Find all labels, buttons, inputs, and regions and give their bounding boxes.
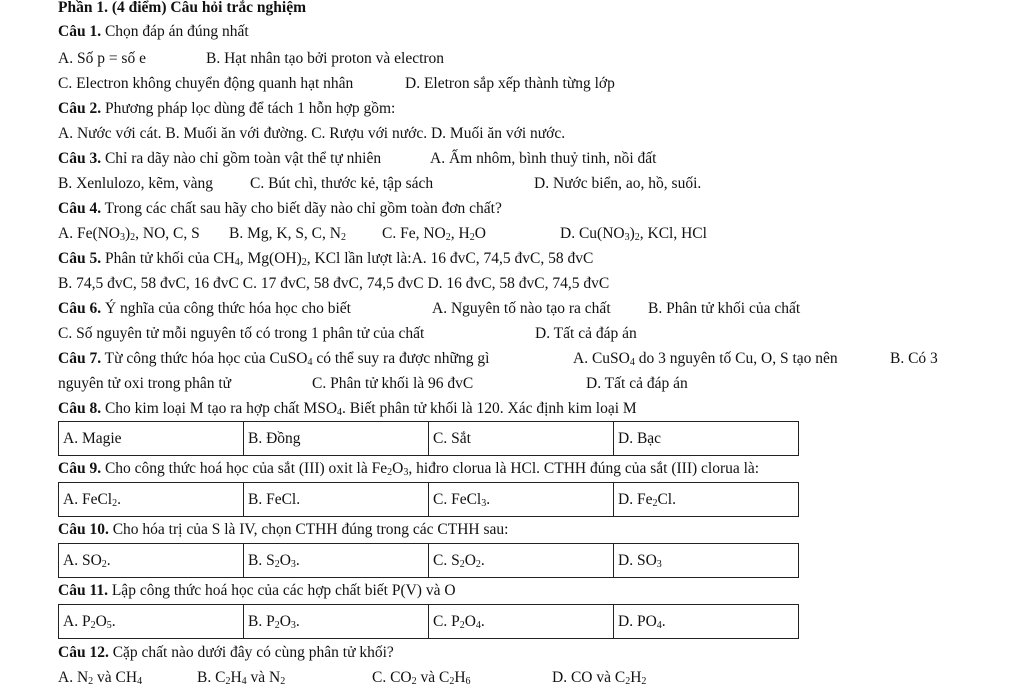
- q12-option-d[interactable]: D. CO và $C_2H_2$: [552, 669, 647, 687]
- q12-option-c[interactable]: C. $CO_2$ và $C_2H_6$: [372, 669, 471, 687]
- question-12: [58, 643, 394, 663]
- question-text: Ý nghĩa của công thức hóa học cho biết: [101, 300, 351, 317]
- question-label: Câu 5.: [58, 250, 102, 267]
- question-text: Cho kim loại M tạo ra hợp chất $MSO_4$. Biết phân tử khối là 120. Xác định kim loại M: [101, 400, 637, 418]
- question-text: Cho hóa trị của S là IV, chọn CTHH đúng trong các CTHH sau:: [108, 521, 509, 538]
- q7-option-d[interactable]: D. Tất cả đáp án: [586, 375, 688, 392]
- q11-options-table: [58, 604, 799, 639]
- q6-option-d[interactable]: D. Tất cả đáp án: [535, 325, 637, 342]
- q8-option-b[interactable]: B. Đồng: [244, 422, 429, 456]
- question-label: Câu 1.: [58, 23, 102, 40]
- question-5: [58, 249, 593, 269]
- q3-option-a[interactable]: A. Ấm nhôm, bình thuỷ tinh, nồi đất: [430, 150, 657, 167]
- q7-option-a[interactable]: A. CuSO$_4$ do 3 nguyên tố Cu, O, S tạo nên: [573, 350, 838, 368]
- question-7: [58, 349, 489, 369]
- q8-option-a[interactable]: A. Magie: [59, 422, 244, 456]
- q3-option-c[interactable]: C. Bút chì, thước kẻ, tập sách: [250, 175, 434, 192]
- q9-option-d[interactable]: D. $Fe_2Cl$.: [614, 483, 799, 517]
- question-text: Phương pháp lọc dùng để tách 1 hỗn hợp gồm:: [101, 100, 396, 117]
- q7-option-c[interactable]: C. Phân tử khối là 96 đvC: [312, 375, 474, 392]
- question-10: [58, 520, 508, 540]
- q4-option-c[interactable]: C. Fe, $NO_2$, $H_2O$: [382, 225, 486, 243]
- question-label: Câu 2.: [58, 100, 102, 117]
- q11-option-c[interactable]: C. $P_2O_4$.: [429, 605, 614, 639]
- question-1: [58, 22, 249, 42]
- question-9: [58, 459, 759, 479]
- section-title: Phần 1. (4 điểm) Câu hỏi trắc nghiệm: [58, 0, 306, 16]
- question-6: [58, 299, 351, 319]
- question-label: Câu 4.: [58, 200, 102, 217]
- q2-options[interactable]: A. Nước với cát. B. Muối ăn với đường. C. Rượu với nước. D. Muối ăn với nước.: [58, 125, 566, 142]
- q3-option-d[interactable]: D. Nước biển, ao, hồ, suối.: [534, 175, 702, 192]
- q6-option-b[interactable]: B. Phân tử khối của chất: [648, 300, 801, 317]
- q7-option-b[interactable]: B. Có 3: [890, 350, 938, 367]
- q8-options-table: [58, 421, 799, 456]
- q9-option-b[interactable]: B. FeCl.: [244, 483, 429, 517]
- question-label: Câu 12.: [58, 644, 109, 661]
- q1-option-d[interactable]: D. Eletron sắp xếp thành từng lớp: [405, 75, 615, 92]
- q1-option-b[interactable]: B. Hạt nhân tạo bởi proton và electron: [206, 50, 445, 67]
- question-text: Lập công thức hoá học của các hợp chất biết P(V) và O: [107, 582, 456, 599]
- q12-option-a[interactable]: A. $N_2$ và $CH_4$: [58, 669, 143, 687]
- q10-option-c[interactable]: C. $S_2O_2$.: [429, 544, 614, 578]
- question-label: Câu 11.: [58, 582, 108, 599]
- question-label: Câu 6.: [58, 300, 102, 317]
- question-4: [58, 199, 502, 219]
- question-2: [58, 99, 395, 119]
- q1-option-a[interactable]: A. Số p = số e: [58, 50, 146, 67]
- q12-option-b[interactable]: B. $C_2H_4$ và $N_2$: [197, 669, 286, 687]
- q10-option-d[interactable]: D. $SO_3$: [614, 544, 799, 578]
- q6-option-a[interactable]: A. Nguyên tố nào tạo ra chất: [432, 300, 611, 317]
- q5-options-line-2[interactable]: B. 74,5 đvC, 58 đvC, 16 đvC C. 17 đvC, 58 đvC, 74,5 đvC D. 16 đvC, 58 đvC, 74,5 đvC: [58, 275, 610, 292]
- question-text: Trong các chất sau hãy cho biết dãy nào chỉ gồm toàn đơn chất?: [101, 200, 502, 217]
- question-label: Câu 3.: [58, 150, 102, 167]
- question-label: Câu 9.: [58, 460, 102, 477]
- question-text: Chỉ ra dãy nào chỉ gồm toàn vật thể tự nhiên: [101, 150, 382, 167]
- q4-option-b[interactable]: B. Mg, K, S, C, $N_2$: [229, 225, 346, 243]
- q4-option-d[interactable]: D. $Cu(NO_3)_2$, KCl, HCl: [560, 225, 707, 243]
- q9-option-c[interactable]: C. FeCl$_3$.: [429, 483, 614, 517]
- q10-option-a[interactable]: A. $SO_2$.: [59, 544, 244, 578]
- question-text: Từ công thức hóa học của CuSO$_4$ có thể suy ra được những gì: [101, 350, 490, 368]
- question-text: Phân tử khối của $CH_4$, $Mg(OH)_2$, KCl lần lượt là:A. 16 đvC, 74,5 đvC, 58 đvC: [101, 250, 594, 268]
- q6-option-c[interactable]: C. Số nguyên tử mỗi nguyên tố có trong 1 phân tử của chất: [58, 325, 425, 342]
- q10-option-b[interactable]: B. $S_2O_3$.: [244, 544, 429, 578]
- q9-options-table: [58, 482, 799, 517]
- question-label: Câu 8.: [58, 400, 102, 417]
- q7-option-b-continued[interactable]: nguyên tử oxi trong phân tử: [58, 375, 232, 392]
- question-text: Cho công thức hoá học của sắt (III) oxit là $Fe_2O_3$, hiđro clorua là HCl. CTHH đúng của sắt (III) clorua là:: [101, 460, 760, 478]
- question-label: Câu 7.: [58, 350, 102, 367]
- q10-options-table: [58, 543, 799, 578]
- q1-option-c[interactable]: C. Electron không chuyển động quanh hạt nhân: [58, 75, 354, 92]
- question-label: Câu 10.: [58, 521, 109, 538]
- question-11: [58, 581, 456, 601]
- question-text: Chọn đáp án đúng nhất: [101, 23, 249, 40]
- q8-option-c[interactable]: C. Sắt: [429, 422, 614, 456]
- q3-option-b[interactable]: B. Xenlulozo, kẽm, vàng: [58, 175, 213, 192]
- q4-option-a[interactable]: A. $Fe(NO_3)_2$, NO, C, S: [58, 225, 200, 243]
- q11-option-b[interactable]: B. $P_2O_3$.: [244, 605, 429, 639]
- question-8: [58, 399, 637, 419]
- q8-option-d[interactable]: D. Bạc: [614, 422, 799, 456]
- q11-option-a[interactable]: A. $P_2O_5$.: [59, 605, 244, 639]
- q11-option-d[interactable]: D. $PO_4$.: [614, 605, 799, 639]
- q9-option-a[interactable]: A. FeCl$_2$.: [59, 483, 244, 517]
- question-3: [58, 149, 381, 169]
- question-text: Cặp chất nào dưới đây có cùng phân tử khối?: [108, 644, 394, 661]
